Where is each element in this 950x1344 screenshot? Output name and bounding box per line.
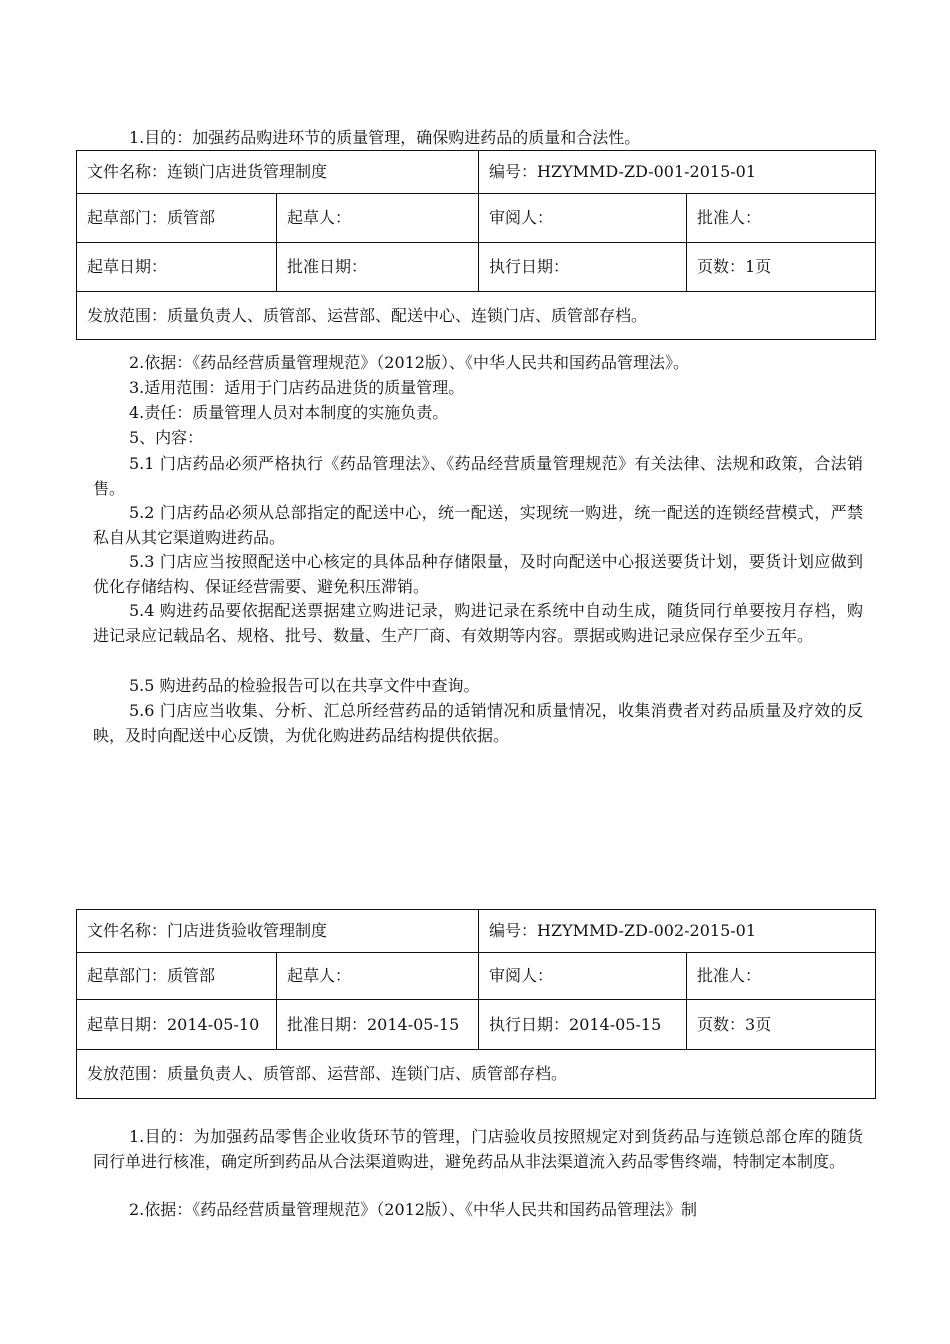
doc1-drafter: 起草人： [277,194,479,243]
doc1-draft-date: 起草日期： [77,243,277,292]
doc2-draft-date: 起草日期：2014-05-10 [77,1000,277,1050]
doc2-approve-date: 批准日期：2014-05-15 [277,1000,479,1050]
doc2-purpose: 1.目的：为加强药品零售企业收货环节的管理，门店验收员按照规定对到货药品与连锁总部仓库的随货同行单进行核准，确定所到药品从合法渠道购进，避免药品从非法渠道流入药品零售终端，特制定本制度。 [93,1127,863,1171]
doc1-draft-dept: 起草部门：质管部 [77,194,277,243]
doc2-drafter: 起草人： [277,953,479,1000]
doc1-reviewer: 审阅人： [479,194,687,243]
doc1-exec-date: 执行日期： [479,243,687,292]
doc2-basis: 2.依据：《药品经营质量管理规范》（2012版）、《中华人民共和国药品管理法》制 [129,1200,697,1219]
doc2-number: 编号：HZYMMD-ZD-002-2015-01 [479,910,876,953]
doc2-draft-dept: 起草部门：质管部 [77,953,277,1000]
doc1-file-name: 文件名称：连锁门店进货管理制度 [77,151,479,194]
doc1-purpose: 1.目的：加强药品购进环节的质量管理，确保购进药品的质量和合法性。 [129,128,641,147]
doc1-distribution: 发放范围：质量负责人、质管部、运营部、配送中心、连锁门店、质管部存档。 [77,292,876,340]
doc1-content-title: 5、内容： [129,428,204,447]
doc2-distribution: 发放范围：质量负责人、质管部、运营部、连锁门店、质管部存档。 [77,1050,876,1099]
doc1-item-5-5: 5.5 购进药品的检验报告可以在共享文件中查询。 [129,676,480,695]
doc2-file-name: 文件名称：门店进货验收管理制度 [77,910,479,953]
doc1-approver: 批准人： [687,194,876,243]
doc1-item-5-6: 5.6 门店应当收集、分析、汇总所经营药品的适销情况和质量情况，收集消费者对药品质量及疗效的反映，及时向配送中心反馈，为优化购进药品结构提供依据。 [93,701,863,745]
doc1-basis: 2.依据：《药品经营质量管理规范》（2012版）、《中华人民共和国药品管理法》。 [129,353,689,372]
doc1-info-table [76,150,876,340]
doc2-info-table [76,909,876,1099]
doc1-number: 编号：HZYMMD-ZD-001-2015-01 [479,151,876,194]
doc1-item-5-4: 5.4 购进药品要依据配送票据建立购进记录，购进记录在系统中自动生成，随货同行单要按月存档，购进记录应记载品名、规格、批号、数量、生产厂商、有效期等内容。票据或购进记录应保存至少五年。 [93,601,863,645]
doc2-pages: 页数：3页 [687,1000,876,1050]
doc1-item-5-2: 5.2 门店药品必须从总部指定的配送中心，统一配送，实现统一购进，统一配送的连锁经营模式，严禁私自从其它渠道购进药品。 [93,503,863,547]
doc1-approve-date: 批准日期： [277,243,479,292]
doc2-approver: 批准人： [687,953,876,1000]
doc1-item-5-1: 5.1 门店药品必须严格执行《药品管理法》、《药品经营质量管理规范》有关法律、法规和政策，合法销售。 [93,454,863,498]
doc2-reviewer: 审阅人： [479,953,687,1000]
doc1-pages: 页数：1页 [687,243,876,292]
doc1-scope: 3.适用范围：适用于门店药品进货的质量管理。 [129,378,465,397]
doc1-item-5-3: 5.3 门店应当按照配送中心核定的具体品种存储限量，及时向配送中心报送要货计划，要货计划应做到优化存储结构、保证经营需要、避免积压滞销。 [93,552,863,596]
doc1-responsibility: 4.责任：质量管理人员对本制度的实施负责。 [129,403,449,422]
doc2-exec-date: 执行日期：2014-05-15 [479,1000,687,1050]
